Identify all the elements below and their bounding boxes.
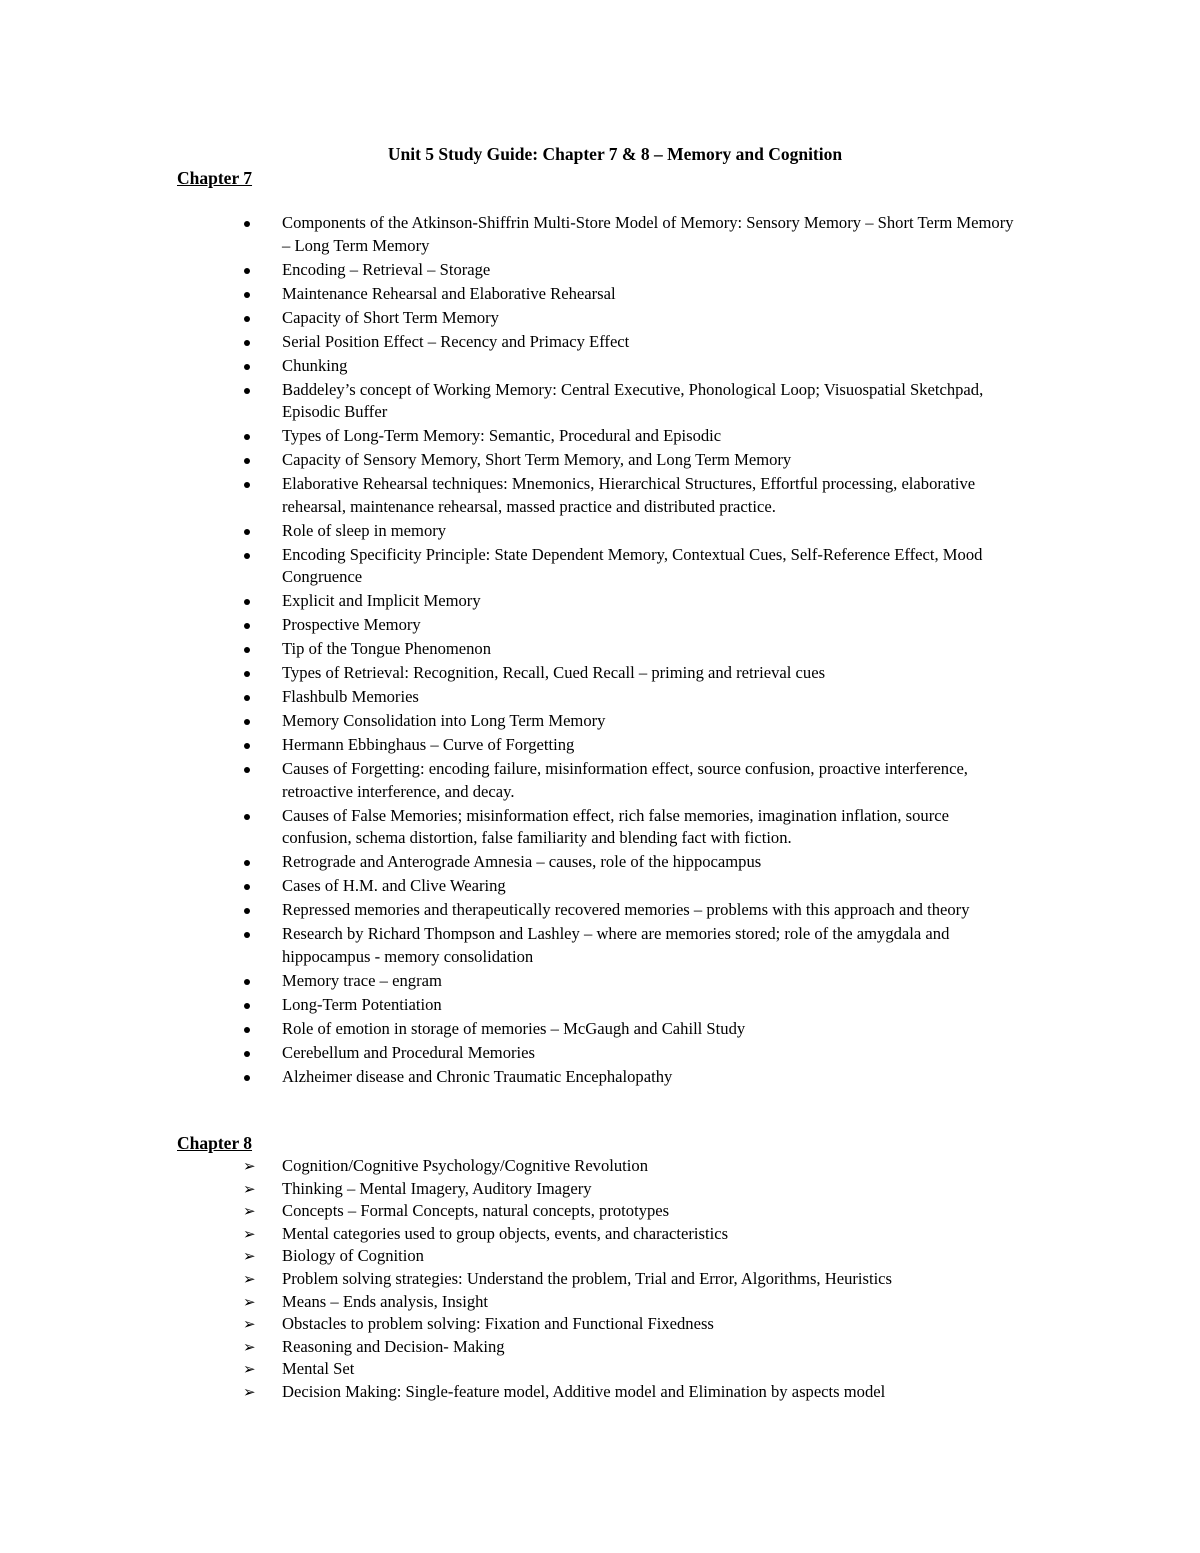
chapter-7-list [0,212,1020,1090]
arrow-bullet-icon: ➢ [243,1292,256,1311]
list-item [0,1223,1020,1246]
list-item [0,590,1020,613]
bullet-icon [244,482,250,488]
list-item-text: Reasoning and Decision- Making [282,1336,505,1356]
list-item [0,355,1020,378]
bullet-icon [244,671,250,677]
list-item-text: Repressed memories and therapeutically recovered memories – problems with this approach and theory [282,900,970,919]
arrow-bullet-icon: ➢ [243,1157,256,1175]
list-item-text: Hermann Ebbinghaus – Curve of Forgetting [282,735,575,754]
list-item-text: Capacity of Sensory Memory, Short Term Memory, and Long Term Memory [282,450,792,469]
list-item-text: Memory Consolidation into Long Term Memory [282,711,606,730]
list-item [0,283,1020,306]
arrow-bullet-icon: ➢ [243,1179,256,1198]
list-item-text: Prospective Memory [282,615,421,634]
list-item [0,449,1020,472]
bullet-icon [244,268,250,274]
bullet-icon [244,623,250,629]
list-item [0,710,1020,733]
list-item [0,520,1020,543]
list-item [0,425,1020,448]
list-item [0,614,1020,637]
arrow-bullet-icon: ➢ [243,1202,256,1221]
page-title: Unit 5 Study Guide: Chapter 7 & 8 – Memory and Cognition [387,144,843,164]
arrow-bullet-icon: ➢ [243,1382,256,1401]
list-item-text: Causes of Forgetting: encoding failure, misinformation effect, source confusion, proactive interference, retroactive interference, and decay. [282,759,968,801]
list-item [0,662,1020,685]
bullet-icon [244,316,250,322]
list-item-text: Types of Long-Term Memory: Semantic, Procedural and Episodic [282,426,722,445]
list-item-text: Causes of False Memories; misinformation effect, rich false memories, imagination inflation, source confusion, schema distortion, false familiarity and blending fact with fiction. [282,805,949,847]
list-item-text: Decision Making: Single-feature model, Additive model and Elimination by aspects model [282,1381,886,1401]
list-item [0,734,1020,757]
list-item-text: Obstacles to problem solving: Fixation and Functional Fixedness [282,1314,714,1334]
list-item [0,875,1020,898]
list-item-text: Means – Ends analysis, Insight [282,1291,489,1311]
list-item [0,331,1020,354]
bullet-icon [244,553,250,559]
list-item-text: Memory trace – engram [282,970,442,990]
list-item [0,923,1020,968]
bullet-icon [244,908,250,914]
list-item-text: Elaborative Rehearsal techniques: Mnemonics, Hierarchical Structures, Effortful processing, elaborative rehearsal, maintenance rehearsal, massed practice and distributed practice. [282,474,976,516]
bullet-icon [244,599,250,605]
list-item [0,994,1020,1017]
list-item-text: Retrograde and Anterograde Amnesia – causes, role of the hippocampus [282,852,762,871]
list-item-text: Concepts – Formal Concepts, natural concepts, prototypes [282,1201,670,1221]
list-item [0,473,1020,518]
list-item-text: Types of Retrieval: Recognition, Recall, Cued Recall – priming and retrieval cues [282,663,826,682]
chapter-8-heading: Chapter 8 [177,1133,253,1153]
list-item-text: Cognition/Cognitive Psychology/Cognitive Revolution [282,1156,648,1175]
bullet-icon [244,979,250,985]
arrow-bullet-icon: ➢ [243,1315,256,1334]
list-item [0,805,1020,850]
list-item [0,899,1020,922]
arrow-bullet-icon: ➢ [243,1360,256,1379]
list-item [0,307,1020,330]
list-item-text: Components of the Atkinson-Shiffrin Multi-Store Model of Memory: Sensory Memory – Short Term Memory – Long Term Memory [282,213,1014,255]
list-item [0,259,1020,282]
list-item [0,1245,1020,1268]
list-item-text: Tip of the Tongue Phenomenon [282,639,492,658]
bullet-icon [244,364,250,370]
bullet-icon [244,1075,250,1081]
bullet-icon [244,221,250,227]
bullet-icon [244,1027,250,1033]
list-item-text: Mental Set [282,1359,355,1379]
list-item-text: Cases of H.M. and Clive Wearing [282,876,506,895]
bullet-icon [244,884,250,890]
list-item [0,1066,1020,1089]
list-item [0,1313,1020,1336]
bullet-icon [244,719,250,725]
bullet-icon [244,860,250,866]
list-item [0,1381,1020,1404]
list-item-text: Encoding – Retrieval – Storage [282,259,491,279]
list-item [0,1358,1020,1381]
list-item-text: Flashbulb Memories [282,687,419,706]
bullet-icon [244,1051,250,1057]
list-item-text: Maintenance Rehearsal and Elaborative Rehearsal [282,283,616,303]
bullet-icon [244,1003,250,1009]
bullet-icon [244,458,250,464]
list-item [0,1291,1020,1314]
list-item-text: Baddeley’s concept of Working Memory: Central Executive, Phonological Loop; Visuospatial Sketchpad, Episodic Buffer [282,379,984,421]
list-item [0,544,1020,589]
list-item [0,1200,1020,1223]
list-item-text: Thinking – Mental Imagery, Auditory Imagery [282,1178,592,1198]
list-item-text: Problem solving strategies: Understand the problem, Trial and Error, Algorithms, Heuristics [282,1268,892,1288]
list-item [0,758,1020,803]
list-item [0,851,1020,874]
list-item-text: Role of emotion in storage of memories – McGaugh and Cahill Study [282,1018,746,1038]
arrow-bullet-icon: ➢ [243,1269,256,1288]
bullet-icon [244,814,250,820]
list-item [0,970,1020,993]
list-item-text: Capacity of Short Term Memory [282,307,499,327]
list-item [0,1042,1020,1065]
list-item-text: Cerebellum and Procedural Memories [282,1042,535,1062]
list-item [0,1155,1020,1178]
chapter-8-list [0,1155,1020,1404]
list-item-text: Mental categories used to group objects, events, and characteristics [282,1223,729,1243]
list-item-text: Biology of Cognition [282,1246,424,1266]
chapter-7-heading: Chapter 7 [177,168,253,188]
bullet-icon [244,434,250,440]
bullet-icon [244,743,250,749]
list-item [0,379,1020,424]
list-item [0,212,1020,257]
list-item-text: Alzheimer disease and Chronic Traumatic Encephalopathy [282,1066,673,1086]
list-item [0,1178,1020,1201]
list-item-text: Role of sleep in memory [282,520,447,540]
list-item-text: Long-Term Potentiation [282,994,442,1014]
list-item-text: Explicit and Implicit Memory [282,591,481,610]
list-item-text: Chunking [282,355,348,375]
bullet-icon [244,767,250,773]
arrow-bullet-icon: ➢ [243,1247,256,1266]
list-item [0,1336,1020,1359]
bullet-icon [244,340,250,346]
bullet-icon [244,647,250,653]
bullet-icon [244,292,250,298]
list-item [0,638,1020,661]
list-item [0,686,1020,709]
arrow-bullet-icon: ➢ [243,1224,256,1243]
bullet-icon [244,388,250,394]
bullet-icon [244,529,250,535]
bullet-icon [244,695,250,701]
arrow-bullet-icon: ➢ [243,1337,256,1356]
list-item-text: Serial Position Effect – Recency and Primacy Effect [282,331,630,351]
bullet-icon [244,932,250,938]
list-item-text: Research by Richard Thompson and Lashley – where are memories stored; role of the amygdala and hippocampus - memory consolidation [282,924,950,966]
list-item [0,1268,1020,1291]
list-item [0,1018,1020,1041]
list-item-text: Encoding Specificity Principle: State Dependent Memory, Contextual Cues, Self-Reference Effect, Mood Congruence [282,544,983,586]
